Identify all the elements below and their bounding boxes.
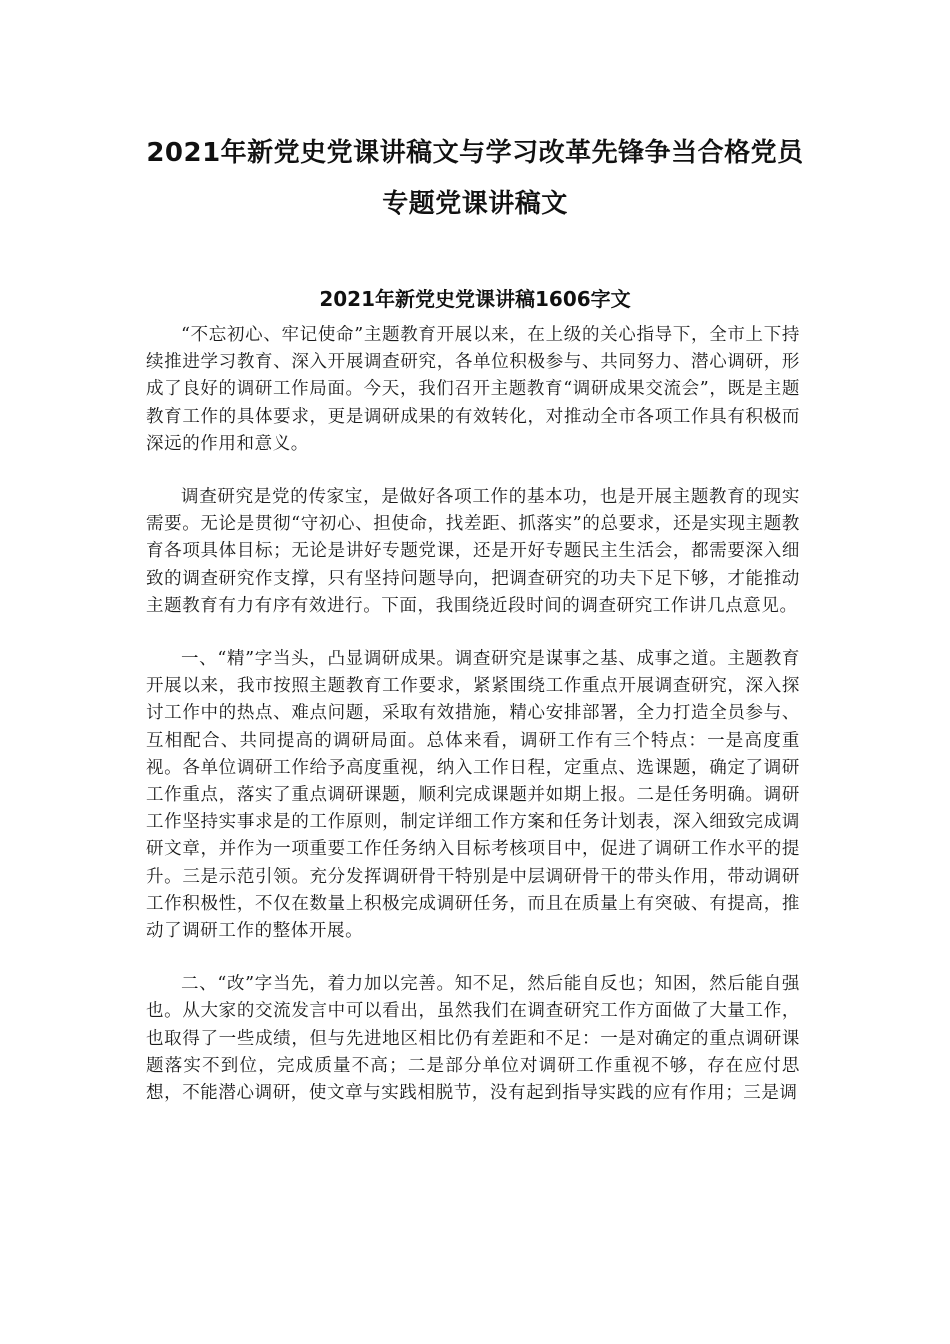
paragraph-research-importance: 调查研究是党的传家宝，是做好各项工作的基本功，也是开展主题教育的现实需要。无论是贯彻“守初心、担使命，找差距、抓落实”的总要求，还是实现主题教育各项具体目标；无论是讲好专题党课，还是开好专题民主生活会，都需要深入细致的调查研究作支撑，只有坚持问题导向，把调查研究的功夫下足下够，才能推动主题教育有力有序有效进行。下面，我围绕近段时间的调查研究工作讲几点意见。 xyxy=(146,487,800,616)
paragraph-point-one: 一、“精”字当头，凸显调研成果。调查研究是谋事之基、成事之道。主题教育开展以来，我市按照主题教育工作要求，紧紧围绕工作重点开展调查研究，深入探讨工作中的热点、难点问题，采取有效措施，精心安排部署，全力打造全员参与、互相配合、共同提高的调研局面。总体来看，调研工作有三个特点：一是高度重视。各单位调研工作给予高度重视，纳入工作日程，定重点、选课题，确定了调研工作重点，落实了重点调研课题，顺利完成课题并如期上报。二是任务明确。调研工作坚持实事求是的工作原则，制定详细工作方案和任务计划表，深入细致完成调研文章，并作为一项重要工作任务纳入目标考核项目中，促进了调研工作水平的提升。三是示范引领。充分发挥调研骨干特别是中层调研骨干的带头作用，带动调研工作积极性，不仅在数量上积极完成调研任务，而且在质量上有突破、有提高，推动了调研工作的整体开展。 xyxy=(146,649,800,942)
paragraph-intro: “不忘初心、牢记使命”主题教育开展以来，在上级的关心指导下，全市上下持续推进学习教育、深入开展调查研究，各单位积极参与、共同努力、潜心调研，形成了良好的调研工作局面。今天，我们召开主题教育“调研成果交流会”，既是主题教育工作的具体要求，更是调研成果的有效转化，对推动全市各项工作具有积极而深远的作用和意义。 xyxy=(146,325,800,454)
document-body xyxy=(146,322,800,1133)
document-title: 2021年新党史党课讲稿文与学习改革先锋争当合格党员专题党课讲稿文 xyxy=(146,138,804,219)
paragraph-point-two: 二、“改”字当先，着力加以完善。知不足，然后能自反也；知困，然后能自强也。从大家的交流发言中可以看出，虽然我们在调查研究工作方面做了大量工作，也取得了一些成绩，但与先进地区相比仍有差距和不足：一是对确定的重点调研课题落实不到位，完成质量不高；二是部分单位对调研工作重视不够，存在应付思想，不能潜心调研，使文章与实践相脱节，没有起到指导实践的应有作用；三是调 xyxy=(146,974,800,1104)
section-heading: 2021年新党史党课讲稿1606字文 xyxy=(319,287,631,311)
